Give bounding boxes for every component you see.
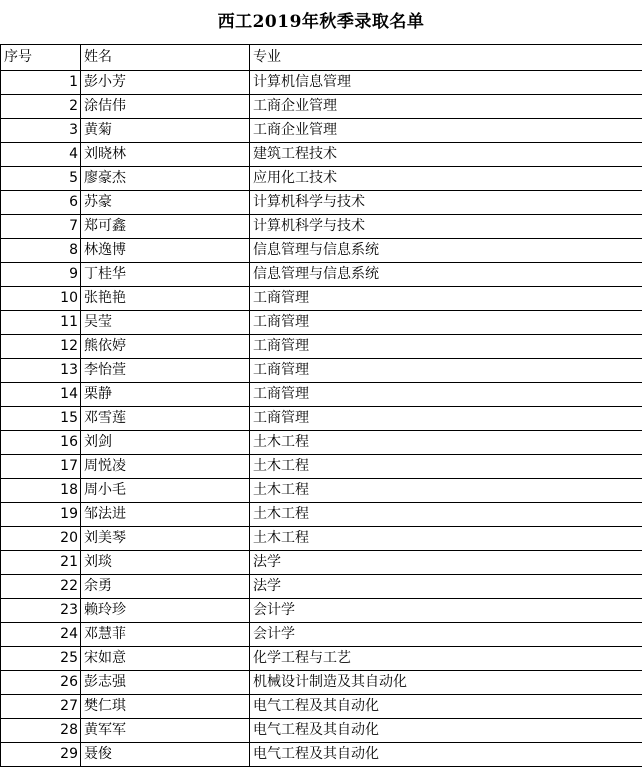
table-row — [1, 431, 642, 455]
student-major: 工商管理 — [250, 287, 642, 311]
student-major: 工商管理 — [250, 335, 642, 359]
row-number: 29 — [1, 743, 81, 767]
student-name: 涂佶伟 — [81, 95, 250, 119]
header-major: 专业 — [250, 45, 642, 71]
row-number: 5 — [1, 167, 81, 191]
document-title: 西工2019年秋季录取名单 — [217, 12, 425, 32]
student-name: 周小毛 — [81, 479, 250, 503]
student-name: 黄军军 — [81, 719, 250, 743]
student-major: 信息管理与信息系统 — [250, 263, 642, 287]
row-number: 23 — [1, 599, 81, 623]
table-row — [1, 575, 642, 599]
table-row — [1, 503, 642, 527]
table-row — [1, 119, 642, 143]
student-major: 电气工程及其自动化 — [250, 743, 642, 767]
row-number: 7 — [1, 215, 81, 239]
student-name: 彭志强 — [81, 671, 250, 695]
row-number: 13 — [1, 359, 81, 383]
table-row — [1, 479, 642, 503]
student-major: 计算机科学与技术 — [250, 215, 642, 239]
table-row — [1, 95, 642, 119]
table-row — [1, 383, 642, 407]
table-row — [1, 695, 642, 719]
header-name: 姓名 — [81, 45, 250, 71]
table-row — [1, 455, 642, 479]
student-major: 计算机科学与技术 — [250, 191, 642, 215]
row-number: 10 — [1, 287, 81, 311]
student-name: 黄菊 — [81, 119, 250, 143]
table-row — [1, 143, 642, 167]
table-row — [1, 551, 642, 575]
student-name: 刘琰 — [81, 551, 250, 575]
table-row — [1, 335, 642, 359]
student-major: 化学工程与工艺 — [250, 647, 642, 671]
student-name: 刘美琴 — [81, 527, 250, 551]
student-major: 电气工程及其自动化 — [250, 719, 642, 743]
row-number: 16 — [1, 431, 81, 455]
row-number: 20 — [1, 527, 81, 551]
table-row — [1, 311, 642, 335]
student-major: 土木工程 — [250, 455, 642, 479]
student-major: 会计学 — [250, 623, 642, 647]
student-name: 赖玲珍 — [81, 599, 250, 623]
row-number: 9 — [1, 263, 81, 287]
student-major: 法学 — [250, 551, 642, 575]
student-name: 郑可鑫 — [81, 215, 250, 239]
student-major: 机械设计制造及其自动化 — [250, 671, 642, 695]
table-row — [1, 719, 642, 743]
student-name: 李怡萱 — [81, 359, 250, 383]
row-number: 24 — [1, 623, 81, 647]
student-major: 电气工程及其自动化 — [250, 695, 642, 719]
table-row — [1, 671, 642, 695]
table-row — [1, 71, 642, 95]
row-number: 27 — [1, 695, 81, 719]
student-name: 邹法进 — [81, 503, 250, 527]
row-number: 19 — [1, 503, 81, 527]
student-major: 工商管理 — [250, 359, 642, 383]
table-row — [1, 287, 642, 311]
student-major: 法学 — [250, 575, 642, 599]
student-major: 信息管理与信息系统 — [250, 239, 642, 263]
row-number: 3 — [1, 119, 81, 143]
row-number: 21 — [1, 551, 81, 575]
table-row — [1, 359, 642, 383]
student-major: 建筑工程技术 — [250, 143, 642, 167]
student-major: 工商企业管理 — [250, 119, 642, 143]
student-name: 林逸博 — [81, 239, 250, 263]
row-number: 25 — [1, 647, 81, 671]
header-number: 序号 — [1, 45, 81, 71]
table-row — [1, 623, 642, 647]
row-number: 11 — [1, 311, 81, 335]
row-number: 2 — [1, 95, 81, 119]
row-number: 28 — [1, 719, 81, 743]
student-major: 工商企业管理 — [250, 95, 642, 119]
table-row — [1, 167, 642, 191]
table-row — [1, 239, 642, 263]
student-name: 刘晓林 — [81, 143, 250, 167]
student-name: 苏豪 — [81, 191, 250, 215]
student-name: 彭小芳 — [81, 71, 250, 95]
student-name: 宋如意 — [81, 647, 250, 671]
student-name: 张艳艳 — [81, 287, 250, 311]
student-major: 应用化工技术 — [250, 167, 642, 191]
student-name: 栗静 — [81, 383, 250, 407]
student-name: 邓慧菲 — [81, 623, 250, 647]
table-row — [1, 263, 642, 287]
table-header-row — [1, 45, 642, 71]
student-major: 土木工程 — [250, 479, 642, 503]
table-row — [1, 215, 642, 239]
student-name: 廖豪杰 — [81, 167, 250, 191]
row-number: 18 — [1, 479, 81, 503]
row-number: 26 — [1, 671, 81, 695]
student-name: 樊仁琪 — [81, 695, 250, 719]
student-name: 吴莹 — [81, 311, 250, 335]
student-major: 土木工程 — [250, 431, 642, 455]
table-row — [1, 191, 642, 215]
student-major: 土木工程 — [250, 527, 642, 551]
row-number: 6 — [1, 191, 81, 215]
table-row — [1, 743, 642, 767]
row-number: 17 — [1, 455, 81, 479]
student-name: 聂俊 — [81, 743, 250, 767]
row-number: 8 — [1, 239, 81, 263]
student-major: 工商管理 — [250, 311, 642, 335]
table-row — [1, 647, 642, 671]
student-major: 工商管理 — [250, 407, 642, 431]
row-number: 22 — [1, 575, 81, 599]
student-major: 工商管理 — [250, 383, 642, 407]
table-body — [1, 45, 642, 767]
row-number: 4 — [1, 143, 81, 167]
row-number: 1 — [1, 71, 81, 95]
row-number: 12 — [1, 335, 81, 359]
student-name: 周悦凌 — [81, 455, 250, 479]
student-name: 余勇 — [81, 575, 250, 599]
student-major: 土木工程 — [250, 503, 642, 527]
row-number: 15 — [1, 407, 81, 431]
student-name: 丁桂华 — [81, 263, 250, 287]
student-major: 计算机信息管理 — [250, 71, 642, 95]
table-row — [1, 527, 642, 551]
admission-table — [0, 44, 642, 767]
row-number: 14 — [1, 383, 81, 407]
student-major: 会计学 — [250, 599, 642, 623]
student-name: 邓雪莲 — [81, 407, 250, 431]
student-name: 刘剑 — [81, 431, 250, 455]
student-name: 熊依婷 — [81, 335, 250, 359]
table-row — [1, 407, 642, 431]
table-row — [1, 599, 642, 623]
